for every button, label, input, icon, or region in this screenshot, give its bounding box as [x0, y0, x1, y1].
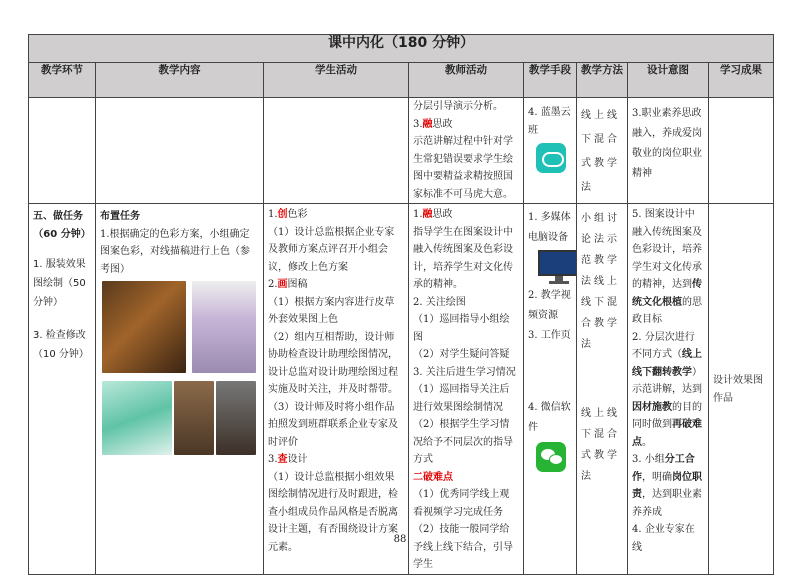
teacher-text: （2）对学生疑问答疑 — [413, 349, 510, 360]
cell-student — [264, 204, 409, 575]
fur-coat-photo — [216, 381, 256, 455]
teacher-heading: 2. 关注绘图 — [413, 296, 466, 308]
header-row — [29, 63, 774, 98]
cell-stage — [29, 204, 96, 575]
teacher-line: 分层引导演示分析。 — [413, 101, 503, 112]
method-text: 线上线下混合式教学法 — [581, 408, 620, 482]
teacher-text: （1）优秀同学线上观看视频学习完成任务 — [413, 489, 510, 518]
header-teacher: 教师活动 — [409, 63, 524, 98]
student-text: （3）设计师及时将小组作品拍照发到班群联系企业专家及时评价 — [268, 401, 398, 448]
means-item: 2. 教学视频资源 — [528, 290, 571, 321]
intent-text: 4. 企业专家在线 — [632, 524, 695, 553]
header-content: 教学内容 — [96, 63, 264, 98]
cell-method — [577, 98, 628, 204]
cell-teacher — [409, 204, 524, 575]
reference-images-bottom — [100, 381, 259, 457]
intent-text: 3. 小组分工合作，明确岗位职责，达到职业素养养成 — [632, 454, 702, 518]
intent-text: 2. 分层次进行不同方式（线上线下翻转教学）示范讲解，达到因材施教的目的同时做到再破难点。 — [632, 331, 702, 448]
stage-time: （60 分钟） — [33, 228, 91, 240]
header-stage: 教学环节 — [29, 63, 96, 98]
wechat-icon — [536, 442, 566, 472]
cell-outcome — [709, 98, 774, 204]
outcome-text: 设计效果图作品 — [713, 375, 763, 404]
teacher-heading: 3.融思政 — [413, 118, 453, 130]
stage-title: 五、做任务 — [33, 211, 83, 222]
teacher-line: 图中要精益求精按照国 — [413, 171, 513, 182]
cloud-class-icon — [536, 143, 566, 173]
header-student: 学生活动 — [264, 63, 409, 98]
intent-text: 3.职业素养思政融入，养成爱岗敬业的岗位职业精神 — [632, 108, 702, 179]
page-number: 88 — [393, 534, 407, 545]
teacher-text: （2）技能一般同学给予线上线下结合，引导学生 — [413, 524, 513, 570]
teacher-heading: 1.融思政 — [413, 209, 453, 220]
fashion-sketch-image — [192, 281, 256, 373]
teacher-text: （1）巡回指导小组绘图 — [413, 314, 510, 343]
student-heading: 1.创色彩 — [268, 209, 308, 220]
cell-teacher — [409, 98, 524, 204]
cell-intent — [628, 204, 709, 575]
student-heading: 2.画图稿 — [268, 279, 308, 290]
intent-text: 5. 图案设计中融入传统图案及色彩设计，培养学生对文化传承的精神，达到传统文化根植的思政目标 — [632, 209, 702, 325]
monitor-icon — [538, 250, 577, 284]
teacher-heading: 3. 关注后进生学习情况 — [413, 366, 516, 378]
student-text: （1）根据方案内容进行皮草外套效果图上色 — [268, 296, 395, 325]
table-row — [29, 204, 774, 575]
cell-method — [577, 204, 628, 575]
means-label: 4. 蓝墨云班 — [528, 107, 571, 136]
lesson-plan-table — [28, 34, 774, 575]
student-text: （1）设计总监根据小组效果图绘制情况进行及时跟进，检查小组成员作品风格是否脱离设计主题，有否围绕设计方案元素。 — [268, 471, 398, 553]
table-row — [29, 98, 774, 204]
header-outcome: 学习成果 — [709, 63, 774, 98]
table-title: 课中内化（180 分钟） — [29, 35, 774, 63]
teacher-text: （2）根据学生学习情况给予不同层次的指导方式 — [413, 419, 513, 465]
content-title: 布置任务 — [100, 211, 140, 222]
teacher-line: 示范讲解过程中针对学 — [413, 136, 513, 147]
means-item: 1. 多媒体电脑设备 — [528, 212, 571, 243]
cell-content — [96, 204, 264, 575]
cell-outcome — [709, 204, 774, 575]
fur-jacket-photo — [102, 281, 186, 373]
reference-images-top — [100, 281, 259, 377]
cell-content — [96, 98, 264, 204]
cell-means — [524, 98, 577, 204]
header-method: 教学方法 — [577, 63, 628, 98]
method-text: 小组讨论法示范教学法线上线下混合教学法 — [581, 213, 620, 350]
fur-sketch-image — [102, 381, 172, 455]
teacher-text: （1）巡回指导关注后进行效果图绘制情况 — [413, 384, 510, 413]
teacher-line: 生常犯错误要求学生绘 — [413, 153, 513, 165]
cell-intent — [628, 98, 709, 204]
cell-student — [264, 98, 409, 204]
header-means: 教学手段 — [524, 63, 577, 98]
teacher-text: 指导学生在图案设计中融入传统图案及色彩设计，培养学生对文化传承的精神。 — [413, 226, 513, 290]
stage-item: 1. 服装效果图绘制（50 分钟） — [33, 259, 86, 308]
teacher-heading: 二破难点 — [413, 471, 453, 483]
cell-stage — [29, 98, 96, 204]
student-text: （2）组内互相帮助，设计师协助检查设计助理绘图情况，设计总监对设计助理绘图过程实施及时关注，并及时帮带。 — [268, 331, 398, 395]
cell-means — [524, 204, 577, 575]
fur-coat-photo — [174, 381, 214, 455]
stage-item: 3. 检查修改（10 分钟） — [33, 330, 89, 360]
means-item: 4. 微信软件 — [528, 402, 571, 433]
content-text: 1.根据确定的色彩方案，小组确定图案色彩，对线描稿进行上色（参考图） — [100, 228, 250, 275]
teacher-line: 家标准不可马虎大意。 — [413, 188, 513, 200]
header-intent: 设计意图 — [628, 63, 709, 98]
student-heading: 3.查设计 — [268, 454, 308, 465]
means-item: 3. 工作页 — [528, 330, 571, 341]
method-text: 线上线下混合式教学法 — [581, 110, 620, 193]
student-text: （1）设计总监根据企业专家及教师方案点评召开小组会议，修改上色方案 — [268, 226, 395, 273]
